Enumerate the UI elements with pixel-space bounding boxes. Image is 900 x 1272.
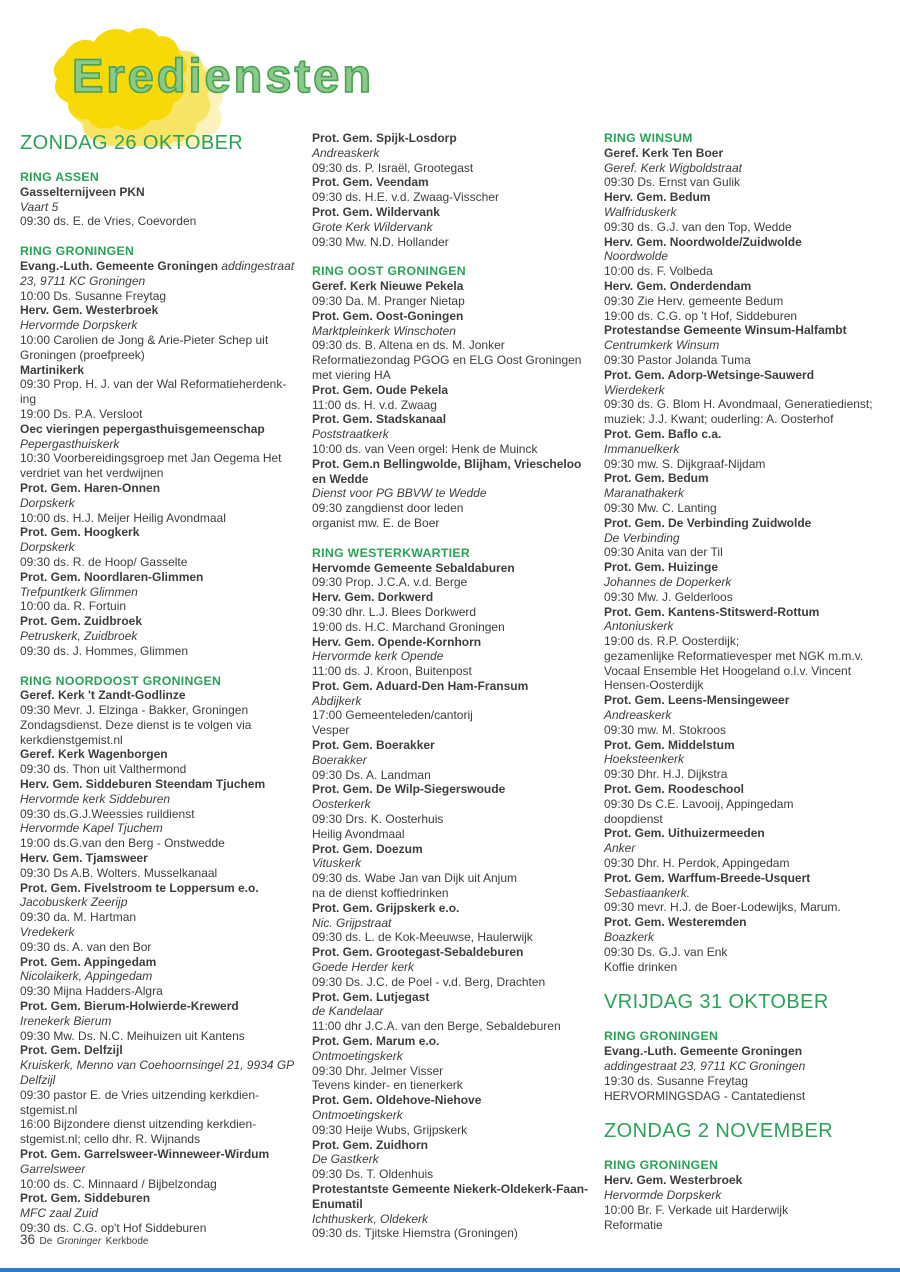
venue-name: Nic. Grijpstraat <box>312 915 392 930</box>
service-detail: 10:00 ds. H.J. Meijer Heilig Avondmaal <box>20 510 226 525</box>
venue-name: Johannes de Doperkerk <box>604 574 732 589</box>
day-heading: VRIJDAG 31 OKTOBER <box>604 991 829 1014</box>
ring-heading: RING GRONINGEN <box>604 1158 719 1173</box>
service-detail: 09:30 Prop. J.C.A. v.d. Berge <box>312 575 468 590</box>
service-detail: 09:30 Drs. K. Oosterhuis <box>312 812 444 827</box>
church-name: Prot. Gem. Oldehove-Niehove <box>312 1093 482 1108</box>
service-detail: 09:30 Pastor Jolanda Tuma <box>604 352 751 367</box>
service-detail: 09:30 zangdienst door leden <box>312 501 464 516</box>
day-heading: ZONDAG 26 OKTOBER <box>20 132 244 154</box>
service-detail: 09:30 Ds. T. Oldenhuis <box>312 1167 434 1182</box>
service-detail: 19:30 ds. Susanne Freytag <box>604 1073 749 1088</box>
church-name: Prot. Gem. Doezum <box>312 841 423 856</box>
service-detail: Vesper <box>312 723 350 738</box>
church-name: Herv. Gem. Dorkwerd <box>312 590 434 605</box>
church-name: Prot. Gem. Grijpskerk e.o. <box>312 900 460 915</box>
venue-name: Kruiskerk, Menno van Coehoornsingel 21, 9934 GP Delfzijl <box>20 1058 294 1088</box>
service-detail: 10:00 Carolien de Jong & Arie-Pieter Schep uit Groningen (proefpreek) <box>20 332 269 362</box>
service-detail: 09:30 Mw. C. Lanting <box>604 500 717 515</box>
service-detail: 19:00 ds. H.C. Marchand Groningen <box>312 619 505 634</box>
service-detail: 09:30 da. M. Hartman <box>20 910 137 925</box>
service-detail: 09:30 Ds C.E. Lavooij, Appingedam <box>604 796 794 811</box>
church-name: Prot. Gem. Oost-Goningen <box>312 308 464 323</box>
church-name: Prot. Gem. Zuidhorn <box>312 1137 428 1152</box>
church-name: Prot. Gem. Spijk-Losdorp <box>312 131 457 145</box>
footer-magazine-name-italic: Groninger <box>56 1236 102 1247</box>
service-detail: 09:30 Dhr. H.J. Dijkstra <box>604 767 728 782</box>
listing-column-3 <box>604 131 882 1232</box>
service-detail: 09:30 Da. M. Pranger Nietap <box>312 293 465 308</box>
listing-column-2 <box>312 131 590 1241</box>
service-detail: 09:30 ds. J. Hommes, Glimmen <box>20 643 189 658</box>
service-detail: 09:30 ds. A. van den Bor <box>20 939 152 954</box>
service-detail: 10:00 ds. F. Volbeda <box>604 264 713 279</box>
service-detail: Heilig Avondmaal <box>312 826 405 841</box>
ring-heading: RING ASSEN <box>20 170 100 184</box>
church-name: Prot. Gem. Oude Pekela <box>312 382 449 397</box>
venue-name: Hoeksteenkerk <box>604 752 685 767</box>
service-detail: 09:30 Zie Herv. gemeente Bedum <box>604 293 784 308</box>
church-name: Herv. Gem. Westerbroek <box>604 1173 743 1188</box>
venue-name: Vituskerk <box>312 856 362 871</box>
venue-name: Andreaskerk <box>312 145 380 160</box>
church-name: Prot. Gem. Wildervank <box>312 204 440 219</box>
venue-name: Wierdekerk <box>604 382 665 397</box>
venue-name: Marktpleinkerk Winschoten <box>312 323 456 338</box>
ring-heading: RING GRONINGEN <box>604 1029 719 1044</box>
venue-name: de Kandelaar <box>312 1004 384 1019</box>
service-detail: doopdienst <box>604 811 663 826</box>
venue-name: Walfriduskerk <box>604 204 677 219</box>
service-detail: 09:30 ds.G.J.Weessies ruildienst <box>20 806 195 821</box>
venue-name: Garrelsweer <box>20 1161 86 1176</box>
church-name: Prot. Gem. Bedum <box>604 471 709 486</box>
service-detail: 09:30 ds. E. de Vries, Coevorden <box>20 214 197 229</box>
venue-name: Immanuelkerk <box>604 441 680 456</box>
church-name: Prot. Gem. Haren-Onnen <box>20 480 161 495</box>
service-detail: 09:30 pastor E. de Vries uitzending kerkdien-stgemist.nl <box>20 1087 260 1117</box>
service-detail: 09:30 ds. Wabe Jan van Dijk uit Anjum <box>312 871 517 886</box>
service-detail: 09:30 Dhr. H. Perdok, Appingedam <box>604 856 790 871</box>
service-detail: 09:30 Ds. A. Landman <box>312 767 431 782</box>
church-name: Prot. Gem. Garrelsweer-Winneweer-Wirdum <box>20 1147 270 1161</box>
venue-name: Hervormde kerk Opende <box>312 649 444 664</box>
venue-name: De Gastkerk <box>312 1152 379 1167</box>
church-name: Prot. Gem. Siddeburen <box>20 1191 151 1206</box>
church-name: Prot. Gem. Roodeschool <box>604 782 745 797</box>
service-detail: 10:00 ds. C. Minnaard / Bijbelzondag <box>20 1176 217 1191</box>
service-detail: 10:00 Ds. Susanne Freytag <box>20 288 167 303</box>
service-detail: 09:30 mw. M. Stokroos <box>604 722 727 737</box>
church-name: Prot. Gem. Appingedam <box>20 954 157 969</box>
church-name: Prot. Gem. Aduard-Den Ham-Fransum <box>312 678 529 693</box>
venue-name: Nicolaikerk, Appingedam <box>20 969 153 984</box>
listing-column-1 <box>20 131 298 1236</box>
venue-name: Noordwolde <box>604 249 669 264</box>
church-name: Prot. Gem. Adorp-Wetsinge-Sauwerd <box>604 367 815 382</box>
service-detail: 11:00 dhr J.C.A. van den Berge, Sebaldeburen <box>312 1019 561 1034</box>
service-detail: 11:00 ds. J. Kroon, Buitenpost <box>312 664 472 679</box>
church-name: Herv. Gem. Opende-Kornhorn <box>312 634 482 649</box>
church-name: Prot. Gem. Fivelstroom te Loppersum e.o. <box>20 880 259 895</box>
church-name: Geref. Kerk 't Zandt-Godlinze <box>20 688 186 703</box>
service-detail: 09:30 ds. B. Altena en ds. M. Jonker <box>312 338 505 353</box>
venue-name: Trefpuntkerk Glimmen <box>20 584 138 599</box>
venue-name: Antoniuskerk <box>604 619 674 634</box>
venue-name: Grote Kerk Wildervank <box>312 219 433 234</box>
service-detail: 09:30 Mw. Ds. N.C. Meihuizen uit Kantens <box>20 1028 245 1043</box>
venue-name: Dorpskerk <box>20 540 75 555</box>
venue-name: Pepergasthuiskerk <box>20 436 120 451</box>
bottom-blue-rule <box>0 1268 900 1272</box>
service-detail: 09:30 ds. P. Israël, Grootegast <box>312 160 474 175</box>
church-name: Prot. Gem. Warffum-Breede-Usquert <box>604 870 811 885</box>
venue-name: Vaart 5 <box>20 199 59 214</box>
service-detail: 09:30 ds. C.G. op't Hof Siddeburen <box>20 1220 207 1235</box>
service-detail: 09:30 Ds. G.J. van Enk <box>604 944 728 959</box>
footer-prefix: De <box>39 1236 53 1247</box>
church-name: Geref. Kerk Nieuwe Pekela <box>312 279 464 294</box>
church-name: Prot. Gem. Marum e.o. <box>312 1034 440 1049</box>
service-detail: 09:30 ds. Tjitske Hiemstra (Groningen) <box>312 1226 518 1241</box>
ring-heading: RING NOORDOOST GRONINGEN <box>20 673 222 688</box>
church-name: Protestandse Gemeente Winsum-Halfambt <box>604 323 847 338</box>
church-name: Hervomde Gemeente Sebaldaburen <box>312 560 515 575</box>
service-detail: 09:30 Dhr. Jelmer Visser <box>312 1063 444 1078</box>
service-detail: 09:30 ds. G. Blom H. Avondmaal, Generatiedienst; muziek: J.J. Kwant; ouderling: A. Oosterhof <box>604 397 873 427</box>
service-detail: 10:00 da. R. Fortuin <box>20 599 127 614</box>
masthead <box>0 0 520 125</box>
church-name: Oec vieringen pepergasthuisgemeenschap <box>20 421 265 436</box>
venue-name: Dienst voor PG BBVW te Wedde <box>312 486 487 501</box>
church-name: Prot. Gem. Grootegast-Sebaldeburen <box>312 945 524 960</box>
service-detail: 19:00 ds.G.van den Berg - Onstwedde <box>20 836 225 851</box>
service-detail: 10:00 ds. van Veen orgel: Henk de Muinck <box>312 441 538 456</box>
service-detail: na de dienst koffiedrinken <box>312 886 449 901</box>
venue-name: Geref. Kerk Wigboldstraat <box>604 160 742 175</box>
service-detail: 17:00 Gemeenteleden/cantorij <box>312 708 473 723</box>
venue-name: Boazkerk <box>604 930 655 945</box>
church-name: Prot. Gem. Hoogkerk <box>20 525 140 540</box>
church-name: Evang.-Luth. Gemeente Groningen <box>604 1044 803 1059</box>
service-detail: 09:30 Heije Wubs, Grijpskerk <box>312 1122 468 1137</box>
venue-name: Irenekerk Bierum <box>20 1013 112 1028</box>
service-detail: 09:30 Mw. N.D. Hollander <box>312 234 449 249</box>
service-detail: HERVORMINGSDAG - Cantatedienst <box>604 1088 806 1103</box>
church-name: Herv. Gem. Siddeburen Steendam Tjuchem <box>20 777 266 792</box>
venue-name: Goede Herder kerk <box>312 960 415 975</box>
service-detail: Tevens kinder- en tienerkerk <box>312 1078 463 1093</box>
church-name: Herv. Gem. Westerbroek <box>20 303 159 318</box>
church-name: Prot. Gem. Baflo c.a. <box>604 426 722 441</box>
service-detail: Zondagsdienst. Deze dienst is te volgen via kerkdienstgemist.nl <box>20 717 252 747</box>
church-name: Prot. Gem. Stadskanaal <box>312 412 447 427</box>
page-number: 36 <box>20 1232 36 1247</box>
venue-name: Maranathakerk <box>604 486 685 501</box>
venue-name: Poststraatkerk <box>312 427 389 442</box>
service-detail: 09:30 ds. Thon uit Valthermond <box>20 762 187 777</box>
service-detail: gezamenlijke Reformatievesper met NGK m.m.v. Vocaal Ensemble Het Hoogeland o.l.v. Vincent Hensen-Oosterdijk <box>604 648 864 693</box>
venue-name: Sebastiaankerk. <box>604 885 691 900</box>
footer-magazine-name: Kerkbode <box>105 1236 149 1247</box>
venue-name: Ichthuskerk, Oldekerk <box>312 1211 429 1226</box>
service-detail: 11:00 ds. H. v.d. Zwaag <box>312 397 437 412</box>
church-name: Prot. Gem. De Wilp-Siegerswoude <box>312 782 506 797</box>
church-name: Evang.-Luth. Gemeente Groningen <box>20 258 222 273</box>
service-detail: 09:30 Ds. J.C. de Poel - v.d. Berg, Drachten <box>312 974 546 989</box>
service-detail: 09:30 Mevr. J. Elzinga - Bakker, Groningen <box>20 703 249 718</box>
venue-name: Hervormde Kapel Tjuchem <box>20 821 163 836</box>
venue-name: MFC zaal Zuid <box>20 1206 99 1221</box>
venue-name: Andreaskerk <box>604 708 672 723</box>
service-detail: Reformatie <box>604 1217 663 1232</box>
service-detail: 09:30 ds. L. de Kok-Meeuwse, Haulerwijk <box>312 930 533 945</box>
service-detail: organist mw. E. de Boer <box>312 515 440 530</box>
church-name: Herv. Gem. Onderdendam <box>604 278 752 293</box>
day-heading: ZONDAG 2 NOVEMBER <box>604 1120 834 1143</box>
church-name: Prot. Gem. Westeremden <box>604 915 747 930</box>
service-detail: 19:00 Ds. P.A. Versloot <box>20 406 143 421</box>
service-detail: 19:00 ds. R.P. Oosterdijk; <box>604 634 740 649</box>
church-name: Prot. Gem. Uithuizermeeden <box>604 826 765 841</box>
church-name: Prot. Gem. Kantens-Stitswerd-Rottum <box>604 604 820 619</box>
church-name: Herv. Gem. Noordwolde/Zuidwolde <box>604 234 802 249</box>
service-detail: 09:30 Mw. J. Gelderloos <box>604 589 733 604</box>
page-title: Erediensten <box>72 49 375 102</box>
venue-name: Hervormde kerk Siddeburen <box>20 791 171 806</box>
service-detail: Reformatiezondag PGOG en ELG Oost Groningen met viering HA <box>312 353 582 382</box>
service-detail: 09:30 Ds A.B. Wolters. Musselkanaal <box>20 865 218 880</box>
listing-columns <box>20 131 882 1241</box>
venue-name: De Verbinding <box>604 530 680 545</box>
service-detail: 09:30 mevr. H.J. de Boer-Lodewijks, Marum. <box>604 900 841 915</box>
service-detail: 09:30 ds. H.E. v.d. Zwaag-Visscher <box>312 190 499 205</box>
church-name: Gasselternijveen PKN <box>20 184 145 199</box>
church-name: Prot. Gem. Huizinge <box>604 560 719 575</box>
church-name: Prot. Gem. Noordlaren-Glimmen <box>20 569 204 584</box>
church-name: Prot. Gem. Veendam <box>312 175 429 190</box>
church-name: Geref. Kerk Wagenborgen <box>20 747 168 762</box>
church-name: Prot. Gem. Boerakker <box>312 738 435 753</box>
church-name <box>20 259 298 289</box>
venue-name: Abdijkerk <box>312 693 362 708</box>
service-detail: 09:30 mw. S. Dijkgraaf-Nijdam <box>604 456 766 471</box>
church-name: Protestantste Gemeente Niekerk-Oldekerk-Faan-Enumatil <box>312 1181 589 1211</box>
venue-name: Boerakker <box>312 752 367 767</box>
venue-name: addingestraat 23, 9711 KC Groningen <box>604 1059 806 1074</box>
church-name: Martinikerk <box>20 362 85 377</box>
ring-heading: RING GRONINGEN <box>20 244 135 259</box>
church-name: Prot. Gem.n Bellingwolde, Blijham, Vriescheloo en Wedde <box>312 456 582 486</box>
venue-name: Anker <box>604 841 636 856</box>
venue-name: Jacobuskerk Zeerijp <box>20 895 128 910</box>
venue-name: Dorpskerk <box>20 495 75 510</box>
service-detail: 09:30 Prop. H. J. van der Wal Reformatieherdenk-ing <box>20 377 287 407</box>
ring-heading: RING WINSUM <box>604 131 693 145</box>
ring-heading: RING OOST GRONINGEN <box>312 264 466 279</box>
church-name: Herv. Gem. Tjamsweer <box>20 851 148 866</box>
church-name: Prot. Gem. De Verbinding Zuidwolde <box>604 515 812 530</box>
venue-name: addingestraat 23, 9711 KC Groningen <box>20 258 295 288</box>
service-detail: 09:30 ds. R. de Hoop/ Gasselte <box>20 554 188 569</box>
church-name: Prot. Gem. Lutjegast <box>312 989 430 1004</box>
church-name: Prot. Gem. Zuidbroek <box>20 614 143 629</box>
church-name: Geref. Kerk Ten Boer <box>604 145 724 160</box>
service-detail: 10:00 Br. F. Verkade uit Harderwijk <box>604 1202 789 1217</box>
church-name: Prot. Gem. Delfzijl <box>20 1043 123 1058</box>
service-detail: 09:30 Mijna Hadders-Algra <box>20 984 163 999</box>
venue-name: Hervormde Dorpskerk <box>20 318 138 333</box>
service-detail: 19:00 ds. C.G. op 't Hof, Siddeburen <box>604 308 798 323</box>
church-name: Prot. Gem. Bierum-Holwierde-Krewerd <box>20 999 239 1014</box>
venue-name: Ontmoetingskerk <box>312 1108 403 1122</box>
service-detail: Koffie drinken <box>604 959 678 974</box>
service-detail: 09:30 dhr. L.J. Blees Dorkwerd <box>312 604 477 619</box>
ring-heading: RING WESTERKWARTIER <box>312 545 471 560</box>
service-detail: 10:30 Voorbereidingsgroep met Jan Oegema Het verdriet van het verdwijnen <box>20 451 282 481</box>
service-detail: 09:30 Anita van der Til <box>604 545 723 560</box>
page-footer <box>20 1231 148 1249</box>
service-detail: 16:00 Bijzondere dienst uitzending kerkdien-stgemist.nl; cello dhr. R. Wijnands <box>20 1117 257 1147</box>
service-detail: 09:30 ds. G.J. van den Top, Wedde <box>604 219 792 234</box>
church-name: Prot. Gem. Leens-Mensingeweer <box>604 693 790 708</box>
venue-name: Vredekerk <box>20 925 75 940</box>
service-detail: 09:30 Ds. Ernst van Gulik <box>604 175 741 190</box>
venue-name: Hervormde Dorpskerk <box>604 1188 722 1202</box>
venue-name: Ontmoetingskerk <box>312 1048 403 1063</box>
venue-name: Oosterkerk <box>312 797 371 812</box>
venue-name: Centrumkerk Winsum <box>604 338 720 353</box>
venue-name: Petruskerk, Zuidbroek <box>20 628 138 643</box>
church-name: Herv. Gem. Bedum <box>604 190 711 205</box>
church-name: Prot. Gem. Middelstum <box>604 737 735 752</box>
